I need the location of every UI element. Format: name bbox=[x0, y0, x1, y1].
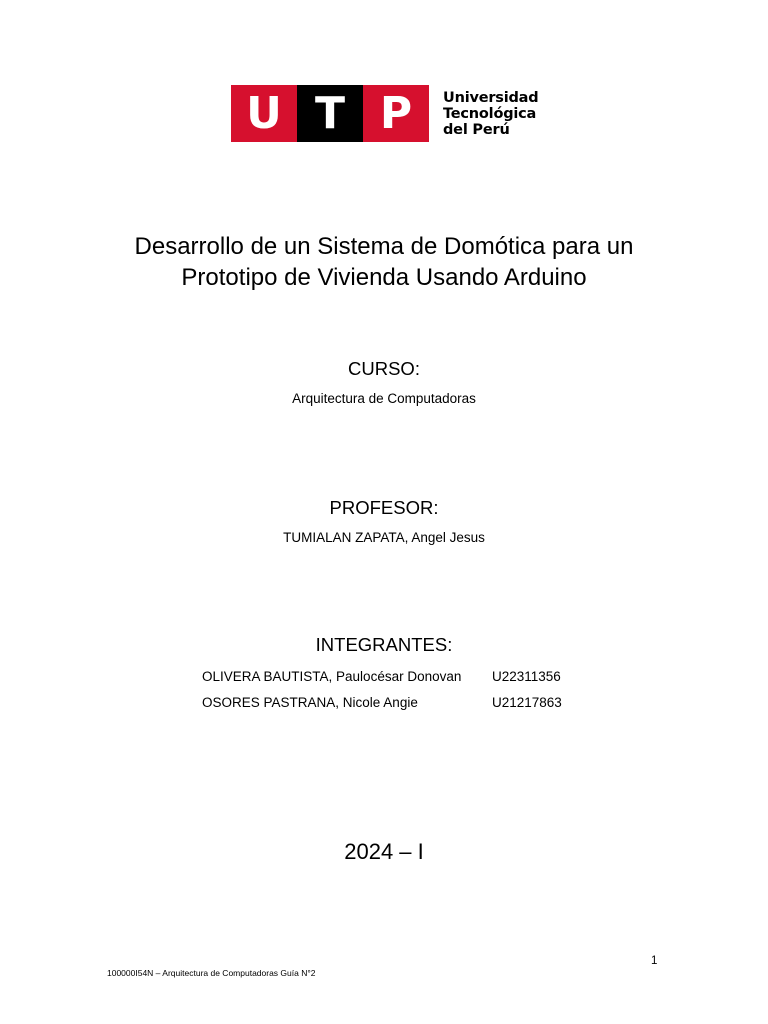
member-1-name: OLIVERA BAUTISTA, Paulocésar Donovan bbox=[202, 669, 462, 684]
academic-period: 2024 – I bbox=[344, 839, 424, 864]
title-line-2: Prototipo de Vivienda Usando Arduino bbox=[181, 264, 587, 291]
professor-value: TUMIALAN ZAPATA, Angel Jesus bbox=[283, 530, 485, 545]
course-value: Arquitectura de Computadoras bbox=[292, 391, 476, 406]
logo-letter-t: T bbox=[297, 85, 363, 142]
logo-wordmark bbox=[443, 90, 538, 138]
member-1-code: U22311356 bbox=[492, 669, 561, 684]
utp-logo bbox=[231, 85, 538, 142]
professor-heading: PROFESOR: bbox=[329, 497, 439, 518]
member-2-name: OSORES PASTRANA, Nicole Angie bbox=[202, 695, 418, 710]
course-heading: CURSO: bbox=[348, 358, 420, 379]
members-heading: INTEGRANTES: bbox=[315, 634, 453, 655]
document-title bbox=[0, 231, 768, 293]
logo-line-1: Universidad bbox=[443, 89, 539, 106]
logo-letter-p: P bbox=[363, 85, 429, 142]
logo-line-3: del Perú bbox=[443, 121, 510, 138]
logo-line-2: Tecnológica bbox=[443, 105, 537, 122]
member-2-code: U21217863 bbox=[492, 695, 562, 710]
title-line-1: Desarrollo de un Sistema de Domótica para un bbox=[134, 233, 634, 260]
logo-letter-u: U bbox=[231, 85, 297, 142]
page-number: 1 bbox=[651, 955, 658, 967]
page-footer: 100000I54N – Arquitectura de Computadoras Guía N°2 bbox=[107, 968, 316, 978]
